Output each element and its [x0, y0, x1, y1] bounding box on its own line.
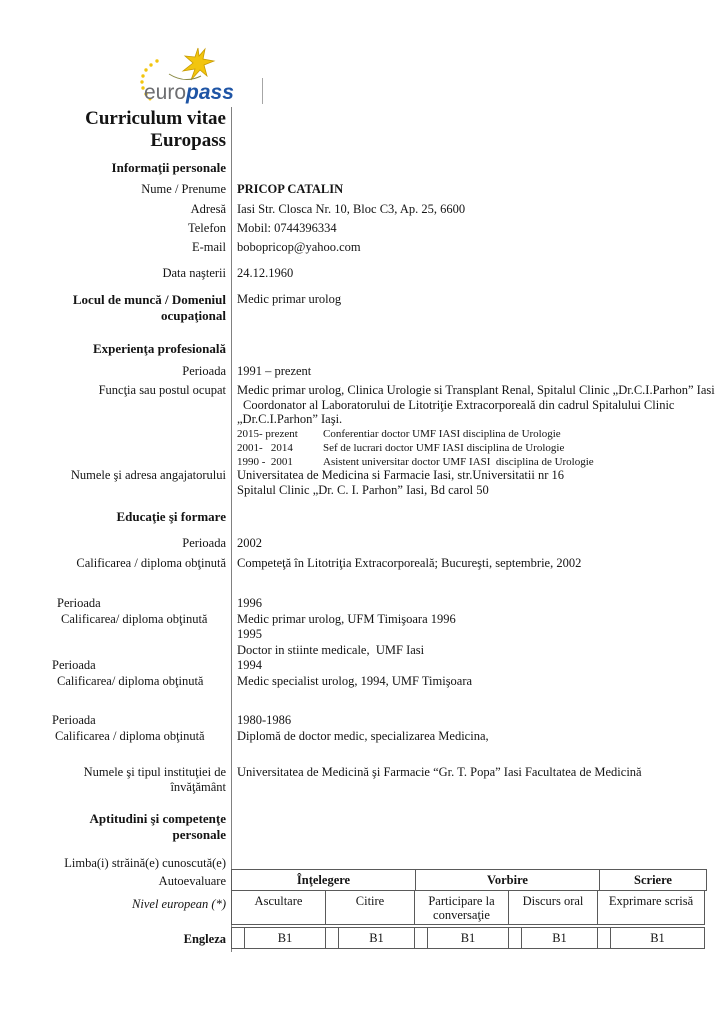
row-phone	[0, 221, 724, 236]
column-header: Citire	[325, 890, 415, 925]
level-cell-group	[597, 927, 705, 949]
row-function	[0, 383, 724, 469]
level-code-cell	[325, 927, 339, 949]
column-header: Ascultare	[231, 890, 326, 925]
employer-line: Universitatea de Medicina si Farmacie Iasi, str.Universitatii nr 16	[237, 468, 564, 482]
field-label: Limba(i) străină(e) cunoscută(e)	[64, 856, 226, 870]
field-label: Nivel european (*)	[132, 897, 226, 911]
star-swoosh	[169, 74, 201, 80]
field-label: Perioada	[57, 596, 101, 610]
table-subheader-row	[231, 890, 709, 925]
level-code-cell	[414, 927, 428, 949]
field-label: Perioada	[52, 713, 96, 727]
group-header: Vorbire	[415, 869, 600, 891]
group-header: Înţelegere	[231, 869, 416, 891]
field-label: Funcţia sau postul ocupat	[98, 383, 226, 397]
section-header: Aptitudini şi competenţe personale	[89, 811, 226, 842]
field-value	[231, 383, 724, 469]
level-value: B1	[611, 927, 705, 949]
row-period	[0, 364, 724, 379]
row-edu-qualification	[0, 612, 724, 627]
position-line	[237, 455, 724, 469]
function-line: Coordonator al Laboratorului de Litotriţie Extracorporeală din cadrul Spitalului Clinic	[243, 397, 675, 412]
field-value: Universitatea de Medicină şi Farmacie “Gr. T. Popa” Iasi Facultatea de Medicină	[237, 765, 642, 779]
level-code-cell	[597, 927, 611, 949]
row-address	[0, 202, 724, 217]
section-header: Experienţa profesională	[92, 341, 226, 356]
field-value: 1980-1986	[237, 713, 292, 727]
section-education	[0, 509, 724, 525]
level-cell-group	[508, 927, 598, 949]
row-edu-extra	[0, 627, 724, 642]
field-label: Nume / Prenume	[141, 182, 226, 196]
title-line1: Curriculum vitae	[85, 108, 226, 129]
row-email	[0, 240, 724, 255]
level-cell-group	[414, 927, 509, 949]
column-header: Discurs oral	[508, 890, 598, 925]
row-edu-extra	[0, 643, 724, 658]
row-employer	[0, 468, 724, 498]
column-header: Participare la conversaţie	[414, 890, 509, 925]
field-value: Competeţă în Litotriţia Extracorporeală; Bucureşti, septembrie, 2002	[237, 556, 582, 570]
row-name	[0, 182, 724, 197]
level-value: B1	[339, 927, 415, 949]
field-value: 1994	[237, 658, 262, 672]
employer-line: Spitalul Clinic „Dr. C. I. Parhon” Iasi, Bd carol 50	[237, 483, 489, 497]
field-label: Numele şi adresa angajatorului	[70, 468, 226, 482]
field-value: Medic specialist urolog, 1994, UMF Timişoara	[237, 674, 473, 688]
level-cell-group	[325, 927, 415, 949]
level-value: B1	[428, 927, 509, 949]
field-label: Data naşterii	[162, 266, 226, 280]
row-edu-qualification	[0, 674, 724, 689]
logo-wordmark	[144, 81, 234, 104]
europass-logo	[121, 44, 241, 110]
table-group-header-row	[231, 869, 709, 891]
field-value: 1995	[237, 627, 262, 641]
europass-star-icon	[169, 48, 214, 80]
field-label: Calificarea / diploma obţinută	[76, 556, 226, 570]
field-label: Autoevaluare	[158, 874, 226, 888]
field-value: Medic primar urolog, UFM Timişoara 1996	[237, 612, 456, 626]
row-institution	[0, 765, 724, 795]
row-edu-period	[0, 536, 724, 551]
position-text: Asistent universitar doctor UMF IASI disciplina de Urologie	[323, 455, 594, 468]
level-cell-group	[231, 927, 326, 949]
row-edu-period	[0, 658, 724, 673]
column-header: Exprimare scrisă	[597, 890, 705, 925]
position-text: Sef de lucrari doctor UMF IASI disciplina de Urologie	[323, 441, 565, 454]
level-code-cell	[508, 927, 522, 949]
section-skills	[0, 811, 724, 843]
level-value: B1	[245, 927, 326, 949]
field-value: 24.12.1960	[237, 266, 294, 280]
field-value: Iasi Str. Closca Nr. 10, Bloc C3, Ap. 25, 6600	[237, 202, 466, 216]
europass-logo-graphic	[121, 44, 241, 110]
field-value: 2002	[237, 536, 262, 550]
field-label: Perioada	[182, 364, 226, 378]
field-value	[231, 468, 724, 498]
top-rule	[262, 78, 263, 104]
field-value: 1991 – prezent	[237, 364, 312, 378]
position-years: 2015- prezent	[237, 427, 298, 440]
field-value: Diplomă de doctor medic, specializarea Medicina,	[237, 729, 489, 743]
row-work-domain	[0, 292, 724, 324]
title-line2: Europass	[150, 130, 226, 151]
level-value: B1	[522, 927, 598, 949]
row-birthdate	[0, 266, 724, 281]
field-label: E-mail	[191, 240, 226, 254]
level-code-cell	[231, 927, 245, 949]
field-label: Telefon	[188, 221, 226, 235]
page-title	[0, 108, 231, 152]
field-value: Medic primar urolog	[237, 292, 342, 306]
field-label: Calificarea / diploma obţinută	[55, 729, 205, 743]
section-personal-info	[0, 160, 724, 176]
field-label: Perioada	[182, 536, 226, 550]
table-level-row	[231, 927, 709, 949]
field-value: 1996	[237, 596, 262, 610]
field-label: Engleza	[183, 932, 226, 946]
field-value: Mobil: 0744396334	[237, 221, 337, 235]
field-value: PRICOP CATALIN	[237, 182, 344, 196]
star-shape	[183, 48, 214, 80]
logo-euro-text: euro	[144, 81, 187, 104]
field-label: Calificarea/ diploma obţinută	[57, 674, 204, 688]
position-line	[237, 427, 724, 441]
group-header: Scriere	[599, 869, 707, 891]
section-experience	[0, 341, 724, 357]
position-line	[237, 441, 724, 455]
position-years: 2001- 2014	[237, 441, 293, 454]
section-header: Informaţii personale	[111, 160, 226, 175]
section-header: Educaţie şi formare	[116, 509, 226, 524]
row-edu-qualification	[0, 556, 724, 571]
field-label: Perioada	[52, 658, 96, 672]
function-line: „Dr.C.I.Parhon” Iaşi.	[237, 412, 343, 426]
language-table	[231, 869, 709, 949]
row-edu-qualification	[0, 729, 724, 744]
field-value: bobopricop@yahoo.com	[237, 240, 361, 254]
field-label: Calificarea/ diploma obţinută	[61, 612, 208, 626]
function-line: Medic primar urolog, Clinica Urologie si Transplant Renal, Spitalul Clinic „Dr.C.I.Parhon” Iasi	[237, 383, 715, 397]
field-label: Locul de muncă / Domeniul ocupaţional	[72, 292, 226, 323]
field-label: Adresă	[190, 202, 226, 216]
field-value: Doctor in stiinte medicale, UMF Iasi	[237, 643, 425, 657]
field-label: Numele şi tipul instituţiei de învăţământ	[83, 765, 226, 794]
position-years: 1990 - 2001	[237, 455, 293, 468]
position-text: Conferentiar doctor UMF IASI disciplina de Urologie	[323, 427, 561, 440]
logo-pass-text: pass	[186, 81, 234, 104]
row-edu-period	[0, 713, 724, 728]
row-edu-period	[0, 596, 724, 611]
